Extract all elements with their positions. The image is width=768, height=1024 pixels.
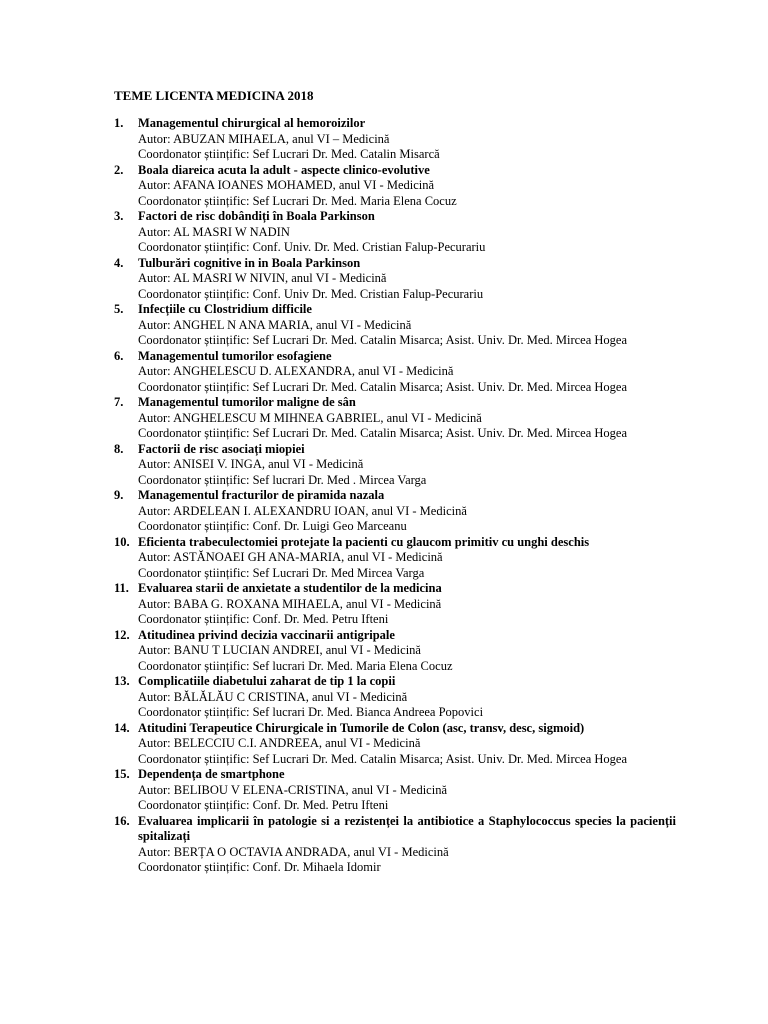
coordinator-line: Coordonator științific: Sef Lucrari Dr. Med Mircea Varga (138, 565, 425, 580)
list-item (114, 535, 676, 582)
author-line: Autor: ANISEI V. INGA, anul VI - Medicină (138, 457, 364, 471)
list-item (114, 256, 676, 303)
item-number: 7. (114, 395, 124, 409)
thesis-title: Factori de risc dobândiți în Boala Parkinson (138, 209, 375, 223)
author-line: Autor: ARDELEAN I. ALEXANDRU IOAN, anul VI - Medicină (138, 503, 467, 518)
coordinator-line: Coordonator științific: Conf. Dr. Mihaela Idomir (138, 860, 381, 874)
author-line: Autor: BELECCIU C.I. ANDREEA, anul VI - Medicină (138, 736, 421, 750)
item-number: 15. (114, 767, 130, 781)
coordinator-line: Coordonator științific: Conf. Univ. Dr. Med. Cristian Falup-Pecurariu (138, 240, 486, 254)
list-item (114, 349, 676, 396)
list-item (114, 209, 676, 256)
author-line: Autor: BABA G. ROXANA MIHAELA, anul VI - Medicină (138, 596, 442, 611)
list-item (114, 395, 676, 442)
item-number: 13. (114, 674, 130, 688)
author-line: Autor: AL MASRI W NADIN (138, 224, 290, 239)
list-item (114, 767, 676, 814)
item-number: 5. (114, 302, 124, 316)
author-line: Autor: BĂLĂLĂU C CRISTINA, anul VI - Medicină (138, 689, 408, 704)
thesis-title: Complicatiile diabetului zaharat de tip 1 la copii (138, 674, 396, 688)
thesis-title: Dependența de smartphone (138, 767, 285, 781)
thesis-title: Managementul tumorilor maligne de sân (138, 395, 356, 409)
thesis-title: Evaluarea starii de anxietate a studentilor de la medicina (138, 581, 442, 595)
item-number: 10. (114, 534, 130, 549)
author-line: Autor: ANGHEL N ANA MARIA, anul VI - Medicină (138, 317, 412, 332)
list-item (114, 302, 676, 349)
thesis-title: Managementul tumorilor esofagiene (138, 348, 332, 363)
list-item (114, 674, 676, 721)
list-item (114, 163, 676, 210)
author-line: Autor: ANGHELESCU D. ALEXANDRA, anul VI - Medicină (138, 364, 454, 378)
coordinator-line: Coordonator științific: Sef Lucrari Dr. Med. Catalin Misarca; Asist. Univ. Dr. Med. Mircea Hogea (138, 426, 628, 440)
list-item (114, 581, 676, 628)
coordinator-line: Coordonator științific: Conf. Univ Dr. Med. Cristian Falup-Pecurariu (138, 286, 484, 301)
coordinator-line: Coordonator științific: Sef Lucrari Dr. Med. Catalin Misarca; Asist. Univ. Dr. Med. Mircea Hogea (138, 379, 628, 394)
item-number: 16. (114, 813, 130, 828)
item-number: 4. (114, 255, 124, 270)
thesis-title: Boala diareica acuta la adult - aspecte clinico-evolutive (138, 162, 430, 177)
thesis-title: Tulburări cognitive in in Boala Parkinson (138, 255, 361, 270)
coordinator-line: Coordonator științific: Conf. Dr. Med. Petru Ifteni (138, 612, 389, 626)
item-number: 12. (114, 627, 130, 642)
author-line: Autor: BANU T LUCIAN ANDREI, anul VI - Medicină (138, 643, 421, 657)
item-number: 6. (114, 348, 124, 363)
document-title: TEME LICENTA MEDICINA 2018 (114, 88, 314, 103)
coordinator-line: Coordonator științific: Conf. Dr. Med. Petru Ifteni (138, 798, 389, 812)
item-number: 14. (114, 720, 130, 735)
author-line: Autor: AFANA IOANES MOHAMED, anul VI - Medicină (138, 178, 435, 192)
thesis-title: Eficienta trabeculectomiei protejate la pacienti cu glaucom primitiv cu unghi deschis (138, 534, 590, 549)
list-item (114, 116, 676, 163)
item-number: 1. (114, 116, 124, 130)
author-line: Autor: ANGHELESCU M MIHNEA GABRIEL, anul VI - Medicină (138, 410, 482, 425)
coordinator-line: Coordonator științific: Sef Lucrari Dr. Med. Catalin Misarca; Asist. Univ. Dr. Med. Mircea Hogea (138, 751, 628, 766)
list-item (114, 628, 676, 675)
item-number: 9. (114, 488, 124, 502)
item-number: 2. (114, 162, 124, 177)
author-line: Autor: ABUZAN MIHAELA, anul VI – Medicină (138, 131, 390, 146)
coordinator-line: Coordonator științific: Sef lucrari Dr. Med . Mircea Varga (138, 472, 427, 487)
author-line: Autor: ASTĂNOAEI GH ANA-MARIA, anul VI - Medicină (138, 550, 443, 564)
thesis-title: Infecțiile cu Clostridium difficile (138, 302, 312, 316)
list-item (114, 814, 676, 876)
item-number: 8. (114, 441, 124, 456)
author-line: Autor: AL MASRI W NIVIN, anul VI - Medicină (138, 271, 387, 285)
thesis-title: Factorii de risc asociați miopiei (138, 441, 305, 456)
coordinator-line: Coordonator științific: Conf. Dr. Luigi Geo Marceanu (138, 519, 407, 533)
thesis-title: Managementul fracturilor de piramida nazala (138, 488, 385, 502)
thesis-title: Evaluarea implicarii în patologie si a rezistenței la antibiotice a Staphylococcus species la pacienții spitalizați (138, 813, 676, 843)
coordinator-line: Coordonator științific: Sef lucrari Dr. Med. Maria Elena Cocuz (138, 658, 453, 673)
coordinator-line: Coordonator științific: Sef lucrari Dr. Med. Bianca Andreea Popovici (138, 705, 484, 719)
author-line: Autor: BELIBOU V ELENA-CRISTINA, anul VI - Medicină (138, 782, 447, 797)
item-number: 11. (114, 581, 129, 595)
coordinator-line: Coordonator științific: Sef Lucrari Dr. Med. Maria Elena Cocuz (138, 193, 457, 208)
author-line: Autor: BERȚA O OCTAVIA ANDRADA, anul VI - Medicină (138, 844, 449, 859)
list-item (114, 488, 676, 535)
thesis-title: Atitudini Terapeutice Chirurgicale in Tumorile de Colon (asc, transv, desc, sigmoid) (138, 720, 585, 735)
thesis-title: Atitudinea privind decizia vaccinarii antigripale (138, 627, 395, 642)
item-number: 3. (114, 209, 124, 223)
thesis-title: Managementul chirurgical al hemoroizilor (138, 116, 366, 130)
thesis-list (114, 116, 676, 876)
coordinator-line: Coordonator științific: Sef Lucrari Dr. Med. Catalin Misarca; Asist. Univ. Dr. Med. Mircea Hogea (138, 333, 628, 347)
coordinator-line: Coordonator științific: Sef Lucrari Dr. Med. Catalin Misarcă (138, 147, 440, 161)
list-item (114, 721, 676, 768)
list-item (114, 442, 676, 489)
